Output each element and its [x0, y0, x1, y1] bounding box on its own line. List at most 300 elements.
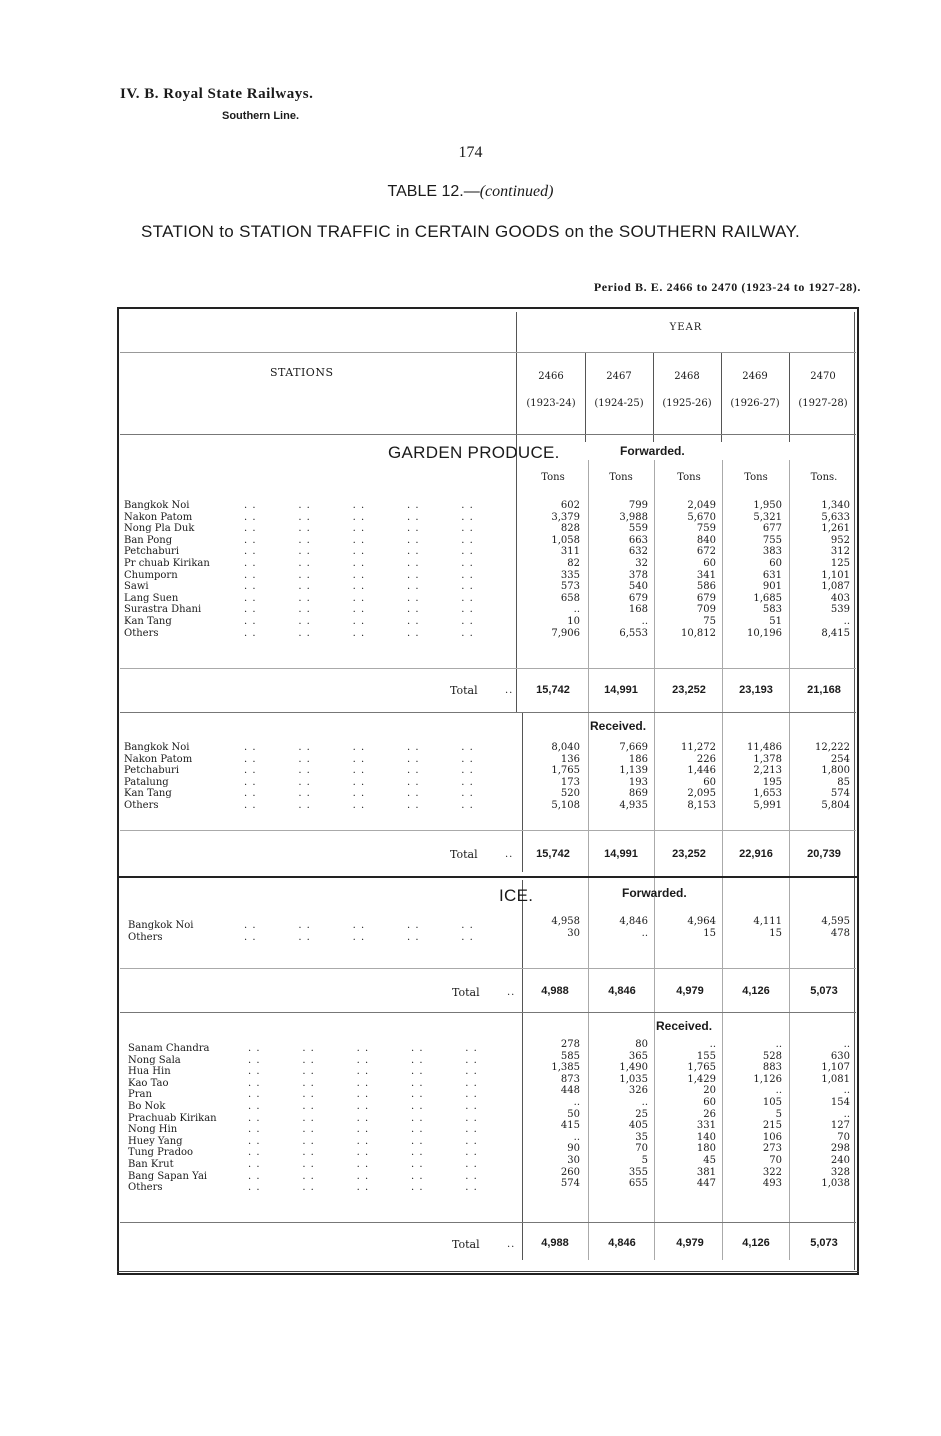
table-cell: 1,261 [821, 523, 850, 535]
ice-received-total-2467: 4,846 [608, 1237, 636, 1249]
table-cell: 10,812 [681, 627, 716, 639]
station-name: Nong Hin [128, 1124, 178, 1136]
table-cell: 478 [830, 927, 850, 939]
rule [789, 352, 790, 442]
table-cell: 140 [696, 1131, 716, 1143]
stations-header: STATIONS [270, 366, 334, 379]
table-cell: 1,035 [619, 1073, 648, 1085]
table-cell: 311 [560, 546, 580, 558]
table-cell: 5 [775, 1108, 782, 1120]
table-cell: 583 [762, 604, 782, 616]
station-name: Tung Pradoo [128, 1147, 194, 1159]
table-cell: 4,935 [619, 799, 648, 811]
table-cell: 873 [560, 1073, 580, 1085]
table-cell: 355 [628, 1166, 648, 1178]
table-cell: 447 [696, 1178, 716, 1190]
dot-leader: . . . . . . . . . . [244, 604, 474, 616]
rule [120, 712, 856, 713]
station-name: Hua Hin [128, 1066, 171, 1078]
station-name: Others [128, 1182, 163, 1194]
table-cell: 1,107 [821, 1062, 850, 1074]
table-cell: 365 [628, 1050, 648, 1062]
table-cell: 75 [703, 615, 716, 627]
table-cell: 195 [762, 776, 782, 788]
table-cell: 883 [762, 1062, 782, 1074]
section-divider [117, 876, 859, 878]
dot-leader: . . . . . . . . . . [244, 592, 474, 604]
dot-leader: . . . . . . . . . . [248, 1054, 478, 1066]
table-cell: 403 [830, 592, 850, 604]
rule [585, 352, 586, 442]
unit-tons: Tons [609, 472, 633, 483]
table-cell: .. [641, 1096, 648, 1108]
table-cell: 1,950 [753, 500, 782, 511]
table-cell: 828 [560, 523, 580, 535]
table-cell: 840 [696, 534, 716, 546]
dot-leader: . . . . . . . . . . [244, 546, 474, 558]
table-cell: 7,669 [619, 742, 648, 753]
table-cell: 45 [703, 1154, 716, 1166]
garden-received-heading: Received. [590, 719, 647, 733]
table-cell: 15 [769, 927, 782, 939]
dot-leader: . . . . . . . . . . [244, 931, 474, 943]
dot-leader: . . . . . . . . . . [244, 557, 474, 569]
table-cell: 15 [703, 927, 716, 939]
garden-forwarded-2470 [792, 500, 850, 639]
dot-leader: . . . . . . . . . . [244, 776, 474, 788]
ice-forwarded-2470 [792, 916, 850, 939]
station-name: Nong Sala [128, 1054, 181, 1066]
table-cell: 136 [560, 753, 580, 765]
table-cell: 520 [560, 788, 580, 800]
garden-forwarded-2469 [724, 500, 782, 639]
garden-received-2470 [792, 742, 850, 812]
dot-leader: . . . . . . . . . . [248, 1112, 478, 1124]
year-ad-1925: (1925-26) [662, 398, 712, 409]
station-name: Nong Pla Duk [124, 523, 195, 535]
garden-received-stations [124, 742, 192, 812]
table-cell: 448 [560, 1085, 580, 1097]
table-cell: 585 [560, 1050, 580, 1062]
garden-received-2469 [724, 742, 782, 812]
table-cell: 278 [560, 1039, 580, 1050]
table-cell: 341 [696, 569, 716, 581]
table-cell: 60 [703, 557, 716, 569]
table-cell: 50 [567, 1108, 580, 1120]
rule [654, 460, 655, 1260]
rule [653, 352, 654, 442]
rule [789, 460, 790, 1260]
garden-received-total-2466: 15,742 [536, 848, 570, 860]
station-name: Lang Suen [124, 592, 179, 604]
table-cell: .. [709, 1039, 716, 1050]
station-name: Kan Tang [124, 615, 172, 627]
table-cell: 2,213 [753, 765, 782, 777]
garden-received-2466 [522, 742, 580, 812]
table-cell: 381 [696, 1166, 716, 1178]
page-title: STATION to STATION TRAFFIC in CERTAIN GOODS on the SOUTHERN RAILWAY. [141, 222, 800, 241]
table-cell: 869 [628, 788, 648, 800]
table-cell: .. [775, 1085, 782, 1097]
rule [120, 434, 856, 435]
garden-received-total-2469: 22,916 [739, 848, 773, 860]
ice-received-2470 [792, 1039, 850, 1190]
table-cell: 378 [628, 569, 648, 581]
table-cell: 405 [628, 1120, 648, 1132]
ice-received-total-2469: 4,126 [742, 1237, 770, 1249]
rule [721, 352, 722, 442]
dot-leader: . . . . . . . . . . [244, 511, 474, 523]
garden-received-2468 [658, 742, 716, 812]
ice-forwarded-2469 [724, 916, 782, 939]
dot-leader: . . . . . . . . . . [244, 788, 474, 800]
station-name: Bangkok Noi [124, 742, 190, 753]
table-cell: 8,040 [551, 742, 580, 753]
table-cell: 30 [567, 927, 580, 939]
station-name: Patalung [124, 776, 169, 788]
dot-leader: .. [507, 1239, 516, 1250]
table-cell: 11,486 [747, 742, 782, 753]
dot-leader: . . . . . . . . . . [244, 500, 474, 511]
table-continued-note: (continued) [479, 183, 554, 200]
station-name: Nakon Patom [124, 511, 193, 523]
goods-ice: ICE. [499, 886, 534, 905]
table-cell: 8,415 [821, 627, 850, 639]
table-cell: 335 [560, 569, 580, 581]
garden-forwarded-stations [124, 500, 210, 639]
table-cell: 226 [696, 753, 716, 765]
station-name: Ban Pong [124, 534, 173, 546]
rule [120, 352, 856, 353]
year-header: YEAR [669, 322, 703, 333]
table-cell: 901 [762, 581, 782, 593]
table-cell: 493 [762, 1178, 782, 1190]
unit-tons: Tons. [810, 472, 838, 483]
dot-leader: .. [507, 987, 516, 998]
table-cell: 10 [567, 615, 580, 627]
table-cell: 383 [762, 546, 782, 558]
dot-leaders [244, 500, 474, 639]
ice-received-2468 [658, 1039, 716, 1190]
ice-received-2469 [724, 1039, 782, 1190]
table-cell: 952 [830, 534, 850, 546]
table-cell: 328 [830, 1166, 850, 1178]
table-cell: 70 [769, 1154, 782, 1166]
table-cell: 1,058 [551, 534, 580, 546]
table-cell: 186 [628, 753, 648, 765]
table-cell: 539 [830, 604, 850, 616]
table-cell: 193 [628, 776, 648, 788]
table-cell: 5,991 [753, 799, 782, 811]
year-ad-1923: (1923-24) [526, 398, 576, 409]
table-cell: 11,272 [681, 742, 716, 753]
dot-leader: . . . . . . . . . . [244, 627, 474, 639]
table-cell: 1,429 [687, 1073, 716, 1085]
table-cell: 90 [567, 1143, 580, 1155]
table-cell: 215 [762, 1120, 782, 1132]
table-cell: .. [843, 1085, 850, 1097]
table-cell: 25 [635, 1108, 648, 1120]
rule [854, 312, 855, 1270]
table-cell: .. [843, 1039, 850, 1050]
table-cell: 574 [830, 788, 850, 800]
rule [117, 1271, 859, 1272]
table-cell: 35 [635, 1131, 648, 1143]
station-name: Prachuab Kirikan [128, 1112, 217, 1124]
table-cell: 4,958 [551, 916, 580, 927]
table-cell: 5,321 [753, 511, 782, 523]
dot-leader: . . . . . . . . . . [248, 1182, 478, 1194]
table-cell: 180 [696, 1143, 716, 1155]
table-cell: 1,385 [551, 1062, 580, 1074]
garden-forwarded-total-2469: 23,193 [739, 684, 773, 696]
ice-forwarded-total-2468: 4,979 [676, 985, 704, 997]
table-cell: 85 [837, 776, 850, 788]
year-ad-1924: (1924-25) [594, 398, 644, 409]
table-cell: 631 [762, 569, 782, 581]
table-cell: 1,765 [687, 1062, 716, 1074]
table-cell: 679 [696, 592, 716, 604]
station-name: Others [128, 931, 163, 943]
ice-forwarded-heading: Forwarded. [622, 886, 687, 900]
table-cell: 240 [830, 1154, 850, 1166]
garden-received-total-2467: 14,991 [604, 848, 638, 860]
rule [120, 1222, 856, 1223]
table-cell: 663 [628, 534, 648, 546]
table-cell: 2,049 [687, 500, 716, 511]
station-name: Petchaburi [124, 546, 180, 558]
dot-leader: . . . . . . . . . . [248, 1043, 478, 1054]
table-cell: .. [573, 604, 580, 616]
table-cell: 632 [628, 546, 648, 558]
dot-leader: . . . . . . . . . . [244, 534, 474, 546]
dot-leader: .. [505, 685, 514, 696]
dot-leader: . . . . . . . . . . [244, 920, 474, 931]
total-label: Total [452, 986, 480, 999]
table-cell: 70 [837, 1131, 850, 1143]
station-name: Huey Yang [128, 1135, 183, 1147]
goods-garden-produce: GARDEN PRODUCE. [388, 443, 560, 462]
rule [120, 968, 856, 969]
ice-received-total-2468: 4,979 [676, 1237, 704, 1249]
dot-leader: . . . . . . . . . . [248, 1170, 478, 1182]
dot-leaders [244, 920, 474, 943]
garden-forwarded-total-2468: 23,252 [672, 684, 706, 696]
table-cell: 2,095 [687, 788, 716, 800]
ice-forwarded-2467 [590, 916, 648, 939]
table-cell: 1,340 [821, 500, 850, 511]
table-cell: .. [573, 1131, 580, 1143]
table-cell: 298 [830, 1143, 850, 1155]
table-cell: 573 [560, 581, 580, 593]
station-name: Sawi [124, 581, 149, 593]
dot-leader: . . . . . . . . . . [248, 1089, 478, 1101]
garden-forwarded-total-2467: 14,991 [604, 684, 638, 696]
table-cell: 32 [635, 557, 648, 569]
dot-leader: . . . . . . . . . . [244, 581, 474, 593]
table-cell: 10,196 [747, 627, 782, 639]
station-name: Bang Sapan Yai [128, 1170, 208, 1182]
table-cell: 559 [628, 523, 648, 535]
page-number: 174 [458, 144, 483, 161]
ice-forwarded-stations [128, 920, 193, 943]
table-cell: 82 [567, 557, 580, 569]
table-cell: 4,846 [619, 916, 648, 927]
table-cell: .. [775, 1039, 782, 1050]
ice-forwarded-total-2466: 4,988 [541, 985, 569, 997]
table-cell: 125 [830, 557, 850, 569]
table-cell: 679 [628, 592, 648, 604]
station-name: Sanam Chandra [128, 1043, 210, 1054]
dot-leader: . . . . . . . . . . [248, 1066, 478, 1078]
dot-leader: . . . . . . . . . . [248, 1124, 478, 1136]
dot-leaders [244, 742, 474, 812]
table-cell: 1,139 [619, 765, 648, 777]
station-name: Others [124, 799, 159, 811]
station-name: Ban Krut [128, 1158, 174, 1170]
ice-received-2467 [590, 1039, 648, 1190]
total-label: Total [450, 684, 478, 697]
table-cell: 4,964 [687, 916, 716, 927]
table-cell: 755 [762, 534, 782, 546]
table-cell: 254 [830, 753, 850, 765]
table-cell: 672 [696, 546, 716, 558]
year-ad-1927: (1927-28) [798, 398, 848, 409]
ice-received-total-2466: 4,988 [541, 1237, 569, 1249]
table-cell: 1,126 [753, 1073, 782, 1085]
table-cell: 70 [635, 1143, 648, 1155]
dot-leader: . . . . . . . . . . [244, 523, 474, 535]
rule [120, 1012, 856, 1013]
table-cell: 1,087 [821, 581, 850, 593]
rule [588, 460, 589, 1260]
table-cell: 60 [703, 776, 716, 788]
table-cell: 12,222 [815, 742, 850, 753]
dot-leader: . . . . . . . . . . [244, 799, 474, 811]
table-cell: 1,653 [753, 788, 782, 800]
table-cell: .. [843, 1108, 850, 1120]
table-cell: 60 [769, 557, 782, 569]
table-cell: 1,038 [821, 1178, 850, 1190]
dot-leader: . . . . . . . . . . [244, 569, 474, 581]
period-caption: Period B. E. 2466 to 2470 (1923-24 to 1927-28). [593, 280, 861, 294]
table-cell: 5 [641, 1154, 648, 1166]
year-2469: 2469 [742, 371, 768, 382]
garden-received-total-2470: 20,739 [807, 848, 841, 860]
year-2467: 2467 [606, 371, 632, 382]
table-cell: 1,378 [753, 753, 782, 765]
table-cell: 60 [703, 1096, 716, 1108]
table-number-label: TABLE 12.— [387, 183, 480, 200]
dot-leader: . . . . . . . . . . [244, 742, 474, 753]
table-cell: 326 [628, 1085, 648, 1097]
table-cell: 540 [628, 581, 648, 593]
table-cell: 3,379 [551, 511, 580, 523]
dot-leader: . . . . . . . . . . [244, 615, 474, 627]
garden-forwarded-total-2466: 15,742 [536, 684, 570, 696]
rule [120, 830, 856, 831]
station-name: Kao Tao [128, 1077, 169, 1089]
station-name: Nakon Patom [124, 753, 193, 765]
table-cell: 20 [703, 1085, 716, 1097]
rule [722, 460, 723, 1260]
section-subheading: Southern Line. [222, 110, 299, 122]
dot-leaders [248, 1043, 478, 1194]
table-cell: 415 [560, 1120, 580, 1132]
table-cell: 709 [696, 604, 716, 616]
table-cell: 105 [762, 1096, 782, 1108]
table-cell: 331 [696, 1120, 716, 1132]
table-cell: 168 [628, 604, 648, 616]
unit-tons: Tons [541, 472, 565, 483]
table-cell: 5,804 [821, 799, 850, 811]
garden-forwarded-2468 [658, 500, 716, 639]
dot-leader: .. [505, 849, 514, 860]
table-cell: .. [641, 615, 648, 627]
ice-forwarded-total-2467: 4,846 [608, 985, 636, 997]
section-heading: IV. B. Royal State Railways. [120, 86, 314, 102]
table-cell: 5,108 [551, 799, 580, 811]
table-cell: 655 [628, 1178, 648, 1190]
table-cell: 80 [635, 1039, 648, 1050]
station-name: Pr chuab Kirikan [124, 557, 210, 569]
ice-forwarded-2466 [522, 916, 580, 939]
dot-leader: . . . . . . . . . . [248, 1147, 478, 1159]
table-cell: 322 [762, 1166, 782, 1178]
rule [120, 668, 856, 669]
ice-received-total-2470: 5,073 [810, 1237, 838, 1249]
table-cell: 1,101 [821, 569, 850, 581]
garden-forwarded-2467 [590, 500, 648, 639]
table-cell: 586 [696, 581, 716, 593]
station-name: Bangkok Noi [128, 920, 194, 931]
ice-received-2466 [522, 1039, 580, 1190]
total-label: Total [450, 848, 478, 861]
total-label: Total [452, 1238, 480, 1251]
table-cell: 759 [696, 523, 716, 535]
table-cell: .. [843, 615, 850, 627]
table-cell: 155 [696, 1050, 716, 1062]
table-number [0, 183, 941, 201]
ice-forwarded-2468 [658, 916, 716, 939]
table-cell: 106 [762, 1131, 782, 1143]
table-cell: 312 [830, 546, 850, 558]
table-cell: 273 [762, 1143, 782, 1155]
table-cell: 5,670 [687, 511, 716, 523]
table-cell: 1,490 [619, 1062, 648, 1074]
table-cell: 260 [560, 1166, 580, 1178]
table-cell: 1,800 [821, 765, 850, 777]
station-name: Surastra Dhani [124, 604, 202, 616]
table-cell: 154 [830, 1096, 850, 1108]
table-cell: 8,153 [687, 799, 716, 811]
year-2470: 2470 [810, 371, 836, 382]
station-name: Others [124, 627, 159, 639]
table-cell: 7,906 [551, 627, 580, 639]
dot-leader: . . . . . . . . . . [248, 1100, 478, 1112]
garden-forwarded-total-2470: 21,168 [807, 684, 841, 696]
dot-leader: . . . . . . . . . . [244, 765, 474, 777]
table-cell: 4,595 [821, 916, 850, 927]
station-name: Bo Nok [128, 1100, 166, 1112]
table-cell: 528 [762, 1050, 782, 1062]
table-cell: 1,685 [753, 592, 782, 604]
ice-forwarded-total-2470: 5,073 [810, 985, 838, 997]
unit-tons: Tons [677, 472, 701, 483]
station-name: Kan Tang [124, 788, 172, 800]
garden-received-2467 [590, 742, 648, 812]
dot-leader: . . . . . . . . . . [244, 753, 474, 765]
